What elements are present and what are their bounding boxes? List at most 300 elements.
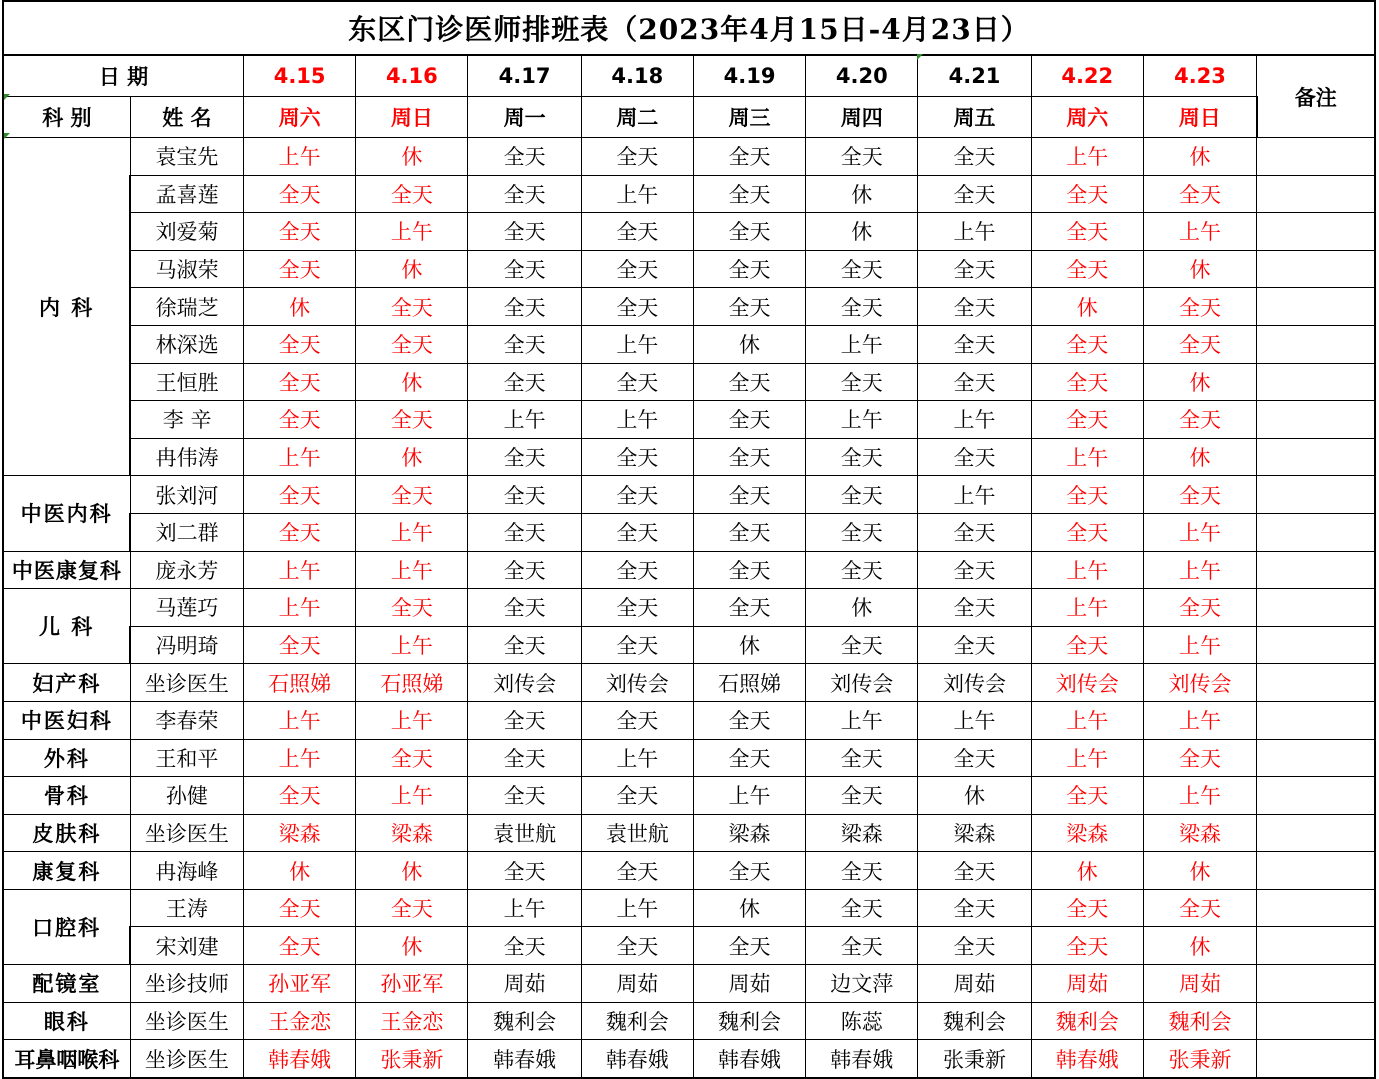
weekday-header-row <box>3 97 1375 138</box>
shift-cell: 全天 <box>693 852 805 890</box>
shift-cell: 上午 <box>356 626 468 664</box>
remark-cell <box>1257 288 1375 326</box>
shift-cell: 魏利会 <box>1031 1002 1143 1040</box>
shift-cell: 全天 <box>918 438 1031 476</box>
department-cell: 配镜室 <box>3 965 130 1003</box>
shift-cell: 上午 <box>356 551 468 589</box>
shift-cell: 魏利会 <box>468 1002 581 1040</box>
shift-cell: 梁森 <box>244 814 356 852</box>
shift-cell: 全天 <box>244 175 356 213</box>
table-row <box>3 513 1375 551</box>
shift-cell: 上午 <box>468 889 581 927</box>
shift-cell: 周茹 <box>918 965 1031 1003</box>
shift-cell: 全天 <box>1143 325 1256 363</box>
shift-cell: 休 <box>244 852 356 890</box>
doctor-name-cell: 刘爱菊 <box>130 213 243 251</box>
shift-cell: 全天 <box>806 250 918 288</box>
shift-cell: 上午 <box>1143 213 1256 251</box>
shift-cell: 周茹 <box>468 965 581 1003</box>
shift-cell: 全天 <box>918 175 1031 213</box>
shift-cell: 上午 <box>244 589 356 627</box>
remark-cell <box>1257 1002 1375 1040</box>
shift-cell: 全天 <box>1143 288 1256 326</box>
shift-cell: 全天 <box>468 852 581 890</box>
shift-cell: 上午 <box>581 175 693 213</box>
shift-cell: 全天 <box>918 288 1031 326</box>
doctor-name-cell: 冉伟涛 <box>130 438 243 476</box>
remark-cell <box>1257 965 1375 1003</box>
department-cell: 中医内科 <box>3 476 130 551</box>
shift-cell: 上午 <box>918 213 1031 251</box>
date-cell: 4.19 <box>693 55 805 97</box>
shift-cell: 周茹 <box>693 965 805 1003</box>
schedule-sheet <box>2 0 1376 1076</box>
shift-cell: 全天 <box>918 852 1031 890</box>
shift-cell: 上午 <box>1031 589 1143 627</box>
shift-cell: 全天 <box>806 852 918 890</box>
department-cell: 儿 科 <box>3 589 130 664</box>
remark-cell <box>1257 889 1375 927</box>
shift-cell: 休 <box>1031 288 1143 326</box>
weekday-cell: 周六 <box>244 97 356 138</box>
shift-cell: 全天 <box>244 401 356 439</box>
department-cell: 中医康复科 <box>3 551 130 589</box>
table-row <box>3 138 1375 176</box>
shift-cell: 全天 <box>693 476 805 514</box>
doctor-name-cell: 马莲巧 <box>130 589 243 627</box>
shift-cell: 上午 <box>1031 551 1143 589</box>
shift-cell: 全天 <box>918 138 1031 176</box>
shift-cell: 周茹 <box>1143 965 1256 1003</box>
table-row <box>3 438 1375 476</box>
department-cell: 中医妇科 <box>3 701 130 739</box>
comment-marker-icon <box>4 94 10 100</box>
shift-cell: 全天 <box>693 288 805 326</box>
shift-cell: 全天 <box>581 626 693 664</box>
shift-cell: 全天 <box>1143 589 1256 627</box>
shift-cell: 全天 <box>244 250 356 288</box>
shift-cell: 刘传会 <box>918 664 1031 702</box>
weekday-cell: 周一 <box>468 97 581 138</box>
remark-cell <box>1257 401 1375 439</box>
shift-cell: 全天 <box>693 250 805 288</box>
table-row <box>3 889 1375 927</box>
date-cell: 4.18 <box>581 55 693 97</box>
remark-cell <box>1257 739 1375 777</box>
shift-cell: 全天 <box>918 363 1031 401</box>
shift-cell: 全天 <box>1143 889 1256 927</box>
table-row <box>3 626 1375 664</box>
department-cell: 皮肤科 <box>3 814 130 852</box>
shift-cell: 全天 <box>468 175 581 213</box>
shift-cell: 全天 <box>1031 325 1143 363</box>
table-row <box>3 1040 1375 1078</box>
shift-cell: 上午 <box>468 401 581 439</box>
shift-cell: 张秉新 <box>356 1040 468 1078</box>
doctor-name-cell: 李春荣 <box>130 701 243 739</box>
shift-cell: 石照娣 <box>244 664 356 702</box>
shift-cell: 魏利会 <box>918 1002 1031 1040</box>
shift-cell: 休 <box>356 852 468 890</box>
shift-cell: 全天 <box>693 551 805 589</box>
table-row <box>3 777 1375 815</box>
remark-cell <box>1257 513 1375 551</box>
shift-cell: 全天 <box>1031 476 1143 514</box>
comment-marker-icon <box>4 133 10 139</box>
shift-cell: 刘传会 <box>806 664 918 702</box>
shift-cell: 全天 <box>581 438 693 476</box>
table-row <box>3 965 1375 1003</box>
shift-cell: 休 <box>244 288 356 326</box>
shift-cell: 全天 <box>1031 401 1143 439</box>
shift-cell: 全天 <box>468 739 581 777</box>
doctor-name-cell: 王恒胜 <box>130 363 243 401</box>
date-cell: 4.23 <box>1143 55 1256 97</box>
shift-cell: 张秉新 <box>918 1040 1031 1078</box>
shift-cell: 休 <box>1143 363 1256 401</box>
shift-cell: 休 <box>806 213 918 251</box>
shift-cell: 韩春娥 <box>693 1040 805 1078</box>
shift-cell: 全天 <box>806 476 918 514</box>
shift-cell: 全天 <box>244 213 356 251</box>
doctor-name-cell: 马淑荣 <box>130 250 243 288</box>
table-row <box>3 701 1375 739</box>
remark-cell <box>1257 814 1375 852</box>
shift-cell: 休 <box>1143 250 1256 288</box>
table-row <box>3 401 1375 439</box>
shift-cell: 上午 <box>1031 138 1143 176</box>
shift-cell: 上午 <box>1031 438 1143 476</box>
shift-cell: 梁森 <box>356 814 468 852</box>
doctor-name-cell: 坐诊医生 <box>130 664 243 702</box>
table-row <box>3 927 1375 965</box>
shift-cell: 上午 <box>806 325 918 363</box>
shift-cell: 梁森 <box>1031 814 1143 852</box>
shift-cell: 刘传会 <box>581 664 693 702</box>
shift-cell: 全天 <box>581 476 693 514</box>
table-row <box>3 288 1375 326</box>
shift-cell: 韩春娥 <box>806 1040 918 1078</box>
shift-cell: 全天 <box>244 325 356 363</box>
shift-cell: 全天 <box>806 777 918 815</box>
shift-cell: 石照娣 <box>693 664 805 702</box>
shift-cell: 上午 <box>356 777 468 815</box>
shift-cell: 全天 <box>918 739 1031 777</box>
date-cell: 4.16 <box>356 55 468 97</box>
remark-cell <box>1257 438 1375 476</box>
shift-cell: 休 <box>693 626 805 664</box>
shift-cell: 张秉新 <box>1143 1040 1256 1078</box>
doctor-name-cell: 李 辛 <box>130 401 243 439</box>
shift-cell: 魏利会 <box>1143 1002 1256 1040</box>
shift-cell: 全天 <box>581 213 693 251</box>
table-row <box>3 363 1375 401</box>
doctor-name-cell: 坐诊医生 <box>130 1040 243 1078</box>
shift-cell: 上午 <box>1143 701 1256 739</box>
shift-cell: 全天 <box>1031 513 1143 551</box>
shift-cell: 周茹 <box>581 965 693 1003</box>
remark-cell <box>1257 927 1375 965</box>
weekday-cell: 周五 <box>918 97 1031 138</box>
shift-cell: 全天 <box>244 927 356 965</box>
shift-cell: 全天 <box>581 513 693 551</box>
remark-cell <box>1257 250 1375 288</box>
shift-cell: 上午 <box>244 438 356 476</box>
remark-cell <box>1257 664 1375 702</box>
shift-cell: 上午 <box>356 213 468 251</box>
shift-cell: 休 <box>1031 852 1143 890</box>
remark-cell <box>1257 476 1375 514</box>
table-row <box>3 589 1375 627</box>
shift-cell: 边文萍 <box>806 965 918 1003</box>
table-row <box>3 814 1375 852</box>
shift-cell: 休 <box>1143 138 1256 176</box>
shift-cell: 上午 <box>806 401 918 439</box>
shift-cell: 上午 <box>1031 739 1143 777</box>
remark-cell <box>1257 852 1375 890</box>
shift-cell: 梁森 <box>1143 814 1256 852</box>
shift-cell: 刘传会 <box>468 664 581 702</box>
shift-cell: 韩春娥 <box>1031 1040 1143 1078</box>
shift-cell: 全天 <box>1031 889 1143 927</box>
shift-cell: 全天 <box>468 438 581 476</box>
shift-cell: 全天 <box>468 213 581 251</box>
shift-cell: 上午 <box>581 739 693 777</box>
shift-cell: 全天 <box>1143 476 1256 514</box>
shift-cell: 全天 <box>693 927 805 965</box>
weekday-cell: 周三 <box>693 97 805 138</box>
shift-cell: 刘传会 <box>1031 664 1143 702</box>
table-row <box>3 739 1375 777</box>
shift-cell: 全天 <box>918 325 1031 363</box>
date-header-row <box>3 55 1375 97</box>
shift-cell: 上午 <box>581 889 693 927</box>
shift-cell: 全天 <box>468 476 581 514</box>
department-cell: 眼科 <box>3 1002 130 1040</box>
shift-cell: 上午 <box>693 777 805 815</box>
shift-cell: 全天 <box>581 138 693 176</box>
shift-cell: 上午 <box>1031 701 1143 739</box>
shift-cell: 全天 <box>806 513 918 551</box>
shift-cell: 全天 <box>1143 401 1256 439</box>
department-cell: 耳鼻咽喉科 <box>3 1040 130 1078</box>
shift-cell: 全天 <box>244 889 356 927</box>
shift-cell: 周茹 <box>1031 965 1143 1003</box>
shift-cell: 全天 <box>581 701 693 739</box>
shift-cell: 全天 <box>918 551 1031 589</box>
table-row <box>3 175 1375 213</box>
shift-cell: 魏利会 <box>581 1002 693 1040</box>
date-cell: 4.22 <box>1031 55 1143 97</box>
shift-cell: 全天 <box>468 589 581 627</box>
shift-cell: 全天 <box>581 589 693 627</box>
shift-cell: 全天 <box>244 777 356 815</box>
shift-cell: 韩春娥 <box>581 1040 693 1078</box>
shift-cell: 全天 <box>356 889 468 927</box>
shift-cell: 全天 <box>581 250 693 288</box>
department-cell: 妇产科 <box>3 664 130 702</box>
table-row <box>3 551 1375 589</box>
shift-cell: 全天 <box>806 626 918 664</box>
weekday-cell: 周日 <box>356 97 468 138</box>
shift-cell: 全天 <box>356 476 468 514</box>
shift-cell: 全天 <box>806 889 918 927</box>
shift-cell: 刘传会 <box>1143 664 1256 702</box>
shift-cell: 全天 <box>1031 626 1143 664</box>
shift-cell: 全天 <box>356 325 468 363</box>
department-cell: 外科 <box>3 739 130 777</box>
shift-cell: 上午 <box>918 476 1031 514</box>
shift-cell: 全天 <box>468 363 581 401</box>
shift-cell: 全天 <box>806 739 918 777</box>
shift-cell: 梁森 <box>918 814 1031 852</box>
doctor-name-cell: 孟喜莲 <box>130 175 243 213</box>
shift-cell: 全天 <box>356 739 468 777</box>
shift-cell: 休 <box>356 363 468 401</box>
remark-cell <box>1257 551 1375 589</box>
date-cell: 4.21 <box>918 55 1031 97</box>
shift-cell: 全天 <box>806 363 918 401</box>
shift-cell: 全天 <box>1143 175 1256 213</box>
shift-cell: 休 <box>1143 852 1256 890</box>
shift-cell: 上午 <box>1143 777 1256 815</box>
shift-cell: 休 <box>693 889 805 927</box>
shift-cell: 全天 <box>244 476 356 514</box>
weekday-cell: 周二 <box>581 97 693 138</box>
dept-label: 科 别 <box>3 97 130 138</box>
shift-cell: 全天 <box>918 589 1031 627</box>
shift-cell: 全天 <box>581 927 693 965</box>
weekday-cell: 周日 <box>1143 97 1256 138</box>
doctor-name-cell: 徐瑞芝 <box>130 288 243 326</box>
shift-cell: 休 <box>693 325 805 363</box>
shift-cell: 全天 <box>806 927 918 965</box>
weekday-cell: 周四 <box>806 97 918 138</box>
shift-cell: 全天 <box>468 626 581 664</box>
department-cell: 内 科 <box>3 138 130 476</box>
shift-cell: 王金恋 <box>244 1002 356 1040</box>
shift-cell: 全天 <box>356 288 468 326</box>
shift-cell: 全天 <box>581 288 693 326</box>
schedule-table <box>2 54 1376 1079</box>
shift-cell: 上午 <box>1143 513 1256 551</box>
remark-cell <box>1257 363 1375 401</box>
shift-cell: 上午 <box>244 701 356 739</box>
shift-cell: 陈蕊 <box>806 1002 918 1040</box>
shift-cell: 全天 <box>468 250 581 288</box>
table-row <box>3 476 1375 514</box>
doctor-name-cell: 坐诊医生 <box>130 1002 243 1040</box>
date-cell: 4.17 <box>468 55 581 97</box>
table-row <box>3 664 1375 702</box>
shift-cell: 全天 <box>244 363 356 401</box>
shift-cell: 全天 <box>693 701 805 739</box>
shift-cell: 全天 <box>693 438 805 476</box>
remark-cell <box>1257 138 1375 176</box>
remark-cell <box>1257 1040 1375 1078</box>
shift-cell: 全天 <box>468 927 581 965</box>
shift-cell: 上午 <box>356 513 468 551</box>
date-cell: 4.15 <box>244 55 356 97</box>
shift-cell: 全天 <box>918 927 1031 965</box>
shift-cell: 上午 <box>244 739 356 777</box>
shift-cell: 上午 <box>1143 626 1256 664</box>
doctor-name-cell: 宋刘建 <box>130 927 243 965</box>
shift-cell: 全天 <box>918 513 1031 551</box>
doctor-name-cell: 林深选 <box>130 325 243 363</box>
remark-cell <box>1257 777 1375 815</box>
shift-cell: 全天 <box>1031 363 1143 401</box>
shift-cell: 全天 <box>918 250 1031 288</box>
doctor-name-cell: 坐诊医生 <box>130 814 243 852</box>
shift-cell: 梁森 <box>806 814 918 852</box>
shift-cell: 全天 <box>244 513 356 551</box>
shift-cell: 全天 <box>581 551 693 589</box>
weekday-cell: 周六 <box>1031 97 1143 138</box>
shift-cell: 韩春娥 <box>244 1040 356 1078</box>
shift-cell: 全天 <box>468 551 581 589</box>
shift-cell: 上午 <box>356 701 468 739</box>
shift-cell: 全天 <box>468 513 581 551</box>
shift-cell: 王金恋 <box>356 1002 468 1040</box>
remark-header: 备注 <box>1257 55 1375 138</box>
shift-cell: 全天 <box>1031 175 1143 213</box>
shift-cell: 全天 <box>693 401 805 439</box>
shift-cell: 石照娣 <box>356 664 468 702</box>
shift-cell: 梁森 <box>693 814 805 852</box>
shift-cell: 全天 <box>693 363 805 401</box>
table-row <box>3 213 1375 251</box>
shift-cell: 全天 <box>693 213 805 251</box>
shift-cell: 休 <box>1143 438 1256 476</box>
doctor-name-cell: 袁宝先 <box>130 138 243 176</box>
table-row <box>3 250 1375 288</box>
doctor-name-cell: 张刘河 <box>130 476 243 514</box>
doctor-name-cell: 孙健 <box>130 777 243 815</box>
shift-cell: 全天 <box>918 626 1031 664</box>
shift-cell: 全天 <box>1031 250 1143 288</box>
shift-cell: 全天 <box>1031 213 1143 251</box>
shift-cell: 上午 <box>244 551 356 589</box>
shift-cell: 全天 <box>693 138 805 176</box>
doctor-name-cell: 庞永芳 <box>130 551 243 589</box>
shift-cell: 全天 <box>356 401 468 439</box>
shift-cell: 全天 <box>693 513 805 551</box>
shift-cell: 上午 <box>244 138 356 176</box>
shift-cell: 休 <box>806 589 918 627</box>
shift-cell: 上午 <box>581 401 693 439</box>
table-row <box>3 852 1375 890</box>
department-cell: 骨科 <box>3 777 130 815</box>
table-row <box>3 1002 1375 1040</box>
shift-cell: 全天 <box>693 739 805 777</box>
name-label: 姓 名 <box>130 97 243 138</box>
shift-cell: 休 <box>356 927 468 965</box>
shift-cell: 全天 <box>468 288 581 326</box>
shift-cell: 全天 <box>581 777 693 815</box>
shift-cell: 上午 <box>918 701 1031 739</box>
table-row <box>3 325 1375 363</box>
shift-cell: 上午 <box>1143 551 1256 589</box>
shift-cell: 全天 <box>1031 777 1143 815</box>
shift-cell: 全天 <box>806 138 918 176</box>
shift-cell: 全天 <box>1143 739 1256 777</box>
shift-cell: 上午 <box>581 325 693 363</box>
shift-cell: 全天 <box>356 589 468 627</box>
comment-marker-icon <box>917 54 923 60</box>
shift-cell: 孙亚军 <box>244 965 356 1003</box>
shift-cell: 全天 <box>806 288 918 326</box>
